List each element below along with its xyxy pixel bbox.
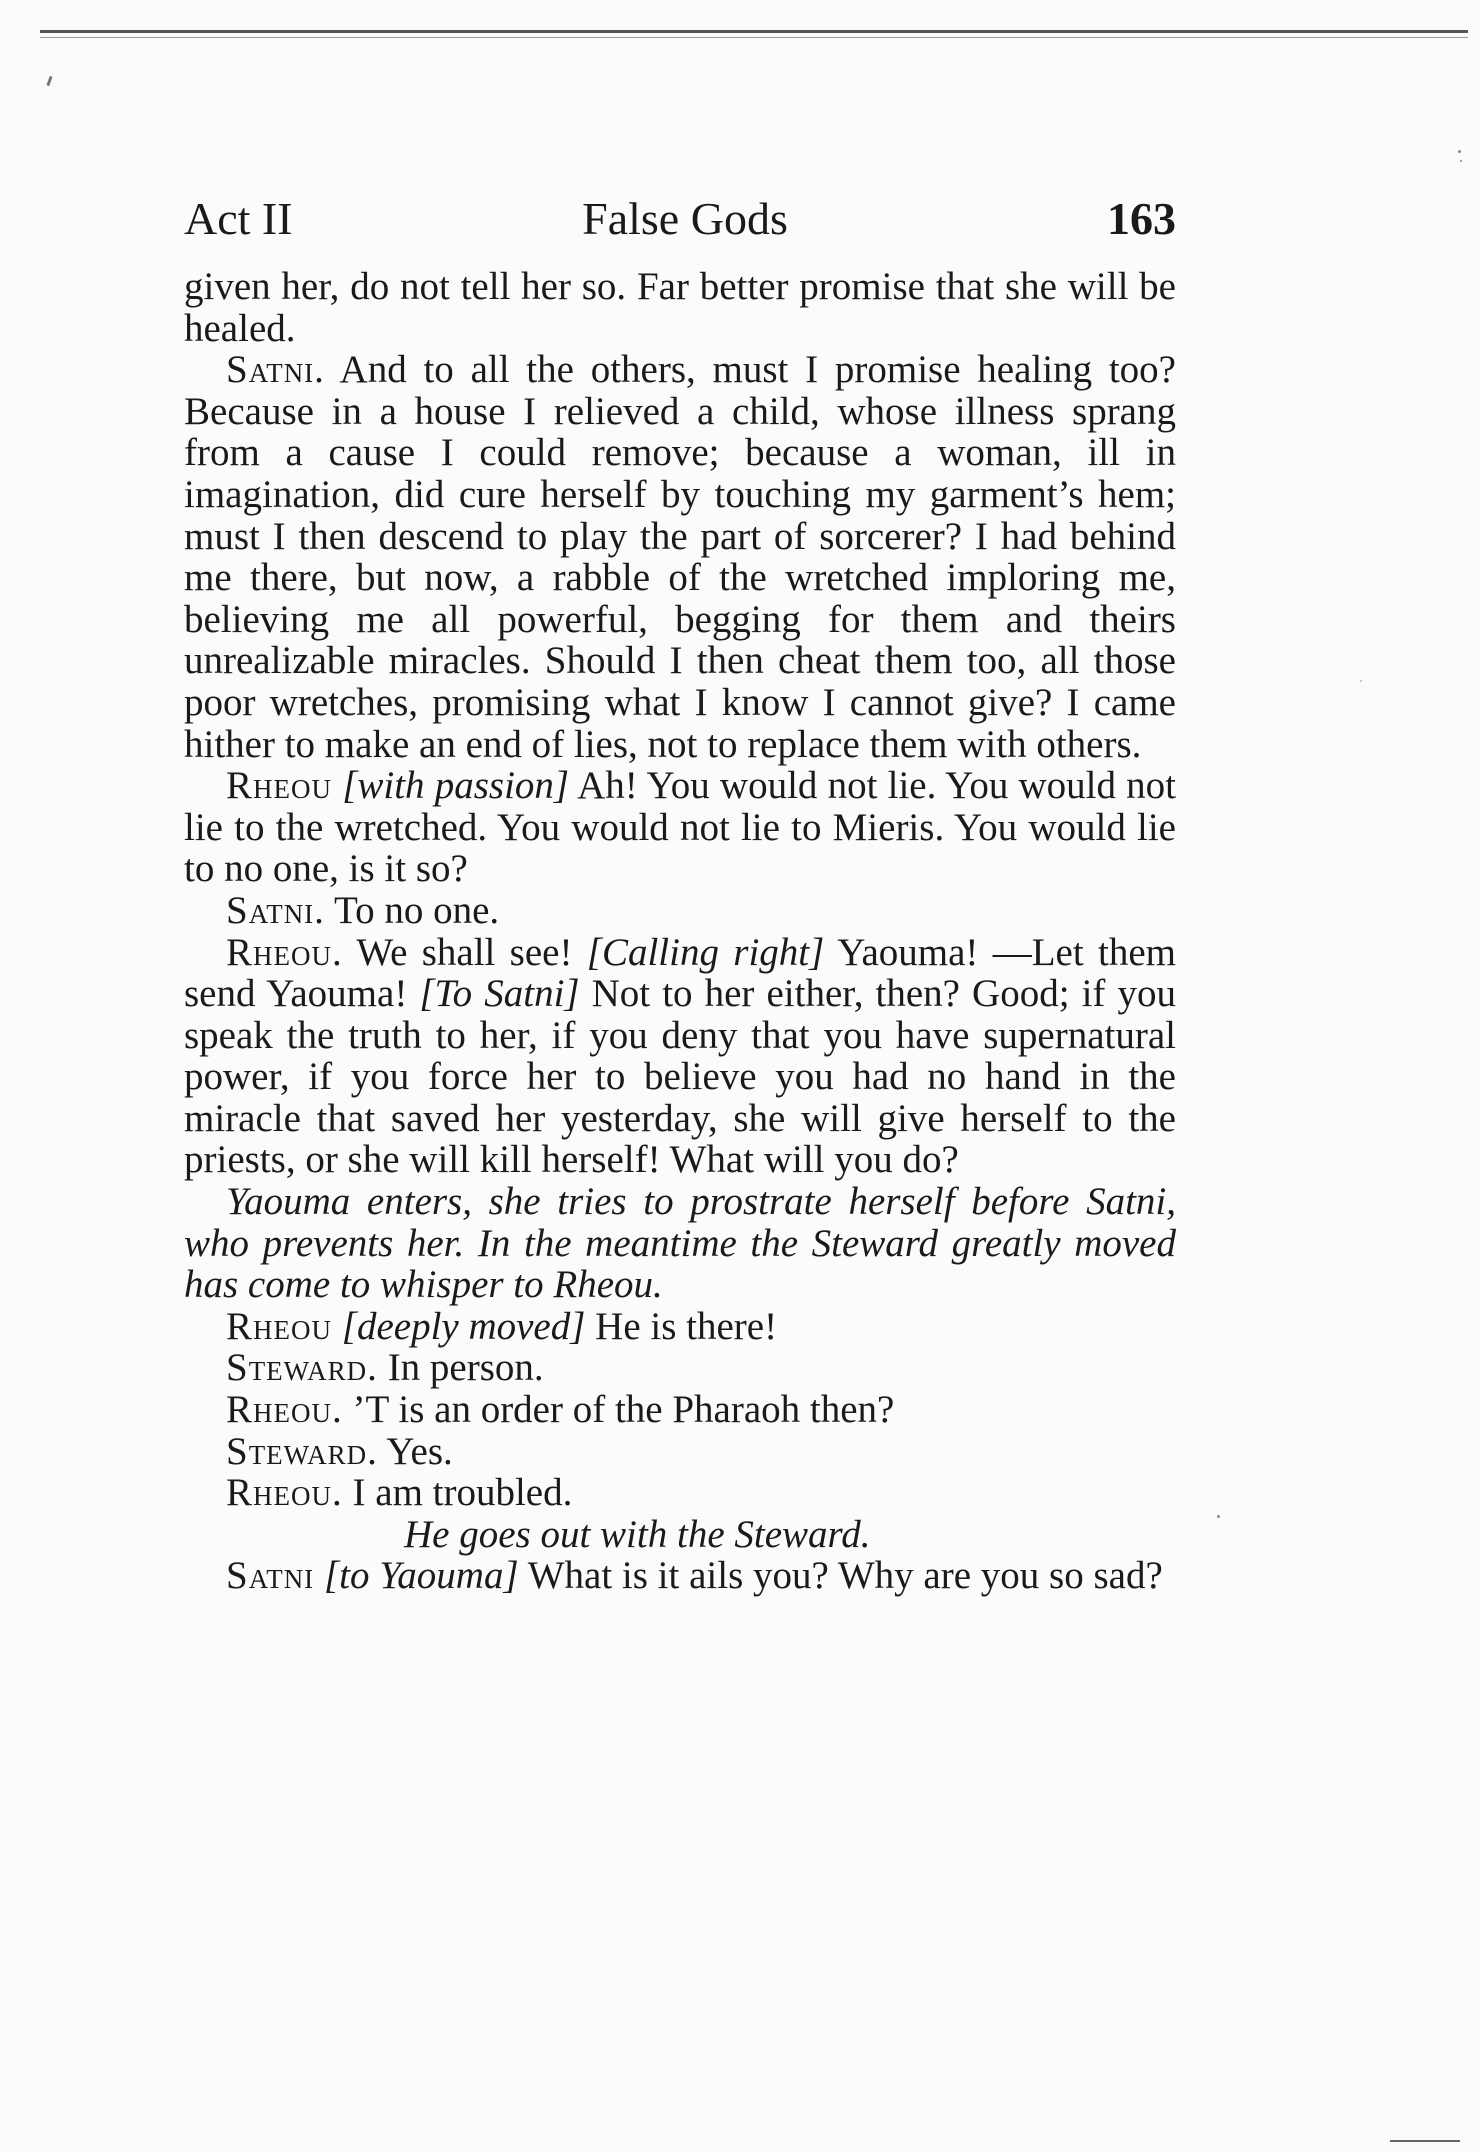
page-number: 163 bbox=[1107, 193, 1176, 244]
paragraph-rheou-1 bbox=[184, 765, 1176, 890]
speech-text: To no one. bbox=[333, 888, 500, 932]
paragraph-continuation bbox=[184, 266, 1176, 349]
speech-text: Not to her either, then? Good; if you speak the truth to her, if you deny that you have supernatural power, if you force her to believe you had no hand in the miracle that saved her yesterday, she will give herself to the priests, or she will kill herself! What will you do? bbox=[184, 972, 1176, 1182]
bottom-edge-mark bbox=[1390, 2140, 1460, 2142]
stage-direction-text: Yaouma enters, she tries to prostrate herself before Satni, who prevents her. In the meantime the Steward greatly moved has come to whisper to Rheou. bbox=[184, 1180, 1176, 1307]
stage-direction: [To Satni] bbox=[419, 972, 580, 1016]
act-label: Act II bbox=[184, 193, 293, 244]
paragraph-satni-3 bbox=[184, 1555, 1176, 1597]
paragraph-rheou-3 bbox=[184, 1306, 1176, 1348]
paragraph-satni-2 bbox=[184, 890, 1176, 932]
top-edge-rule-thin bbox=[40, 37, 1468, 38]
speech-text: ’T is an order of the Pharaoh then? bbox=[352, 1388, 895, 1432]
speech-text: Yes. bbox=[386, 1429, 453, 1473]
speech-text: And to all the others, must I promise healing too? Because in a house I relieved a child, whose illness sprang from a cause I could remove; because a woman, ill in imagination, did cure herself by touching my garment’s hem; must I then descend to play the part of sorcerer? I had behind me there, but now, a rabble of the wretched imploring me, believing me all powerful, begging for them and theirs unrealizable miracles. Should I then cheat them too, all those poor wretches, promising what I know I cannot give? I came hither to make an end of lies, not to replace them with others. bbox=[184, 348, 1176, 766]
body-text bbox=[184, 266, 1176, 1597]
paragraph-rheou-2 bbox=[184, 932, 1176, 1182]
paper-speck bbox=[46, 76, 52, 86]
paragraph-text: given her, do not tell her so. Far better promise that she will be healed. bbox=[184, 265, 1176, 350]
speaker-name: Satni bbox=[226, 1554, 315, 1598]
paper-speck bbox=[1458, 150, 1461, 153]
running-head bbox=[184, 190, 1176, 248]
speaker-name: Rheou. bbox=[226, 930, 343, 974]
paper-speck bbox=[1460, 160, 1462, 162]
speech-text: Ah! You would not lie. You would not lie to the wretched. You would not lie to Mieris. You would lie to no one, is it so? bbox=[184, 764, 1176, 891]
stage-direction: [to Yaouma] bbox=[323, 1554, 519, 1598]
stage-direction: [deeply moved] bbox=[341, 1304, 586, 1348]
speaker-name: Satni. bbox=[226, 888, 325, 932]
speaker-name: Rheou. bbox=[226, 1471, 343, 1515]
play-title: False Gods bbox=[582, 193, 788, 244]
speech-text: He is there! bbox=[595, 1304, 778, 1348]
stage-direction: [Calling right] bbox=[586, 930, 825, 974]
exit-direction-text: He goes out with the Steward. bbox=[404, 1512, 871, 1556]
stage-direction-paragraph bbox=[184, 1181, 1176, 1306]
paragraph-steward-1 bbox=[184, 1347, 1176, 1389]
paper-speck bbox=[1217, 1515, 1220, 1518]
top-edge-rule bbox=[40, 30, 1468, 33]
speaker-name: Rheou. bbox=[226, 1388, 343, 1432]
paragraph-steward-2 bbox=[184, 1431, 1176, 1473]
speech-text: In person. bbox=[387, 1346, 544, 1390]
paragraph-rheou-4 bbox=[184, 1389, 1176, 1431]
book-page bbox=[184, 190, 1176, 1597]
speaker-name: Steward. bbox=[226, 1429, 378, 1473]
speaker-name: Steward. bbox=[226, 1346, 378, 1390]
speech-text: I am troubled. bbox=[352, 1471, 573, 1515]
speech-text: What is it ails you? Why are you so sad? bbox=[527, 1554, 1163, 1598]
speech-text: Yaouma! —Let them send Yaouma! bbox=[184, 930, 1176, 1016]
speaker-name: Satni. bbox=[226, 348, 325, 392]
paragraph-satni-1 bbox=[184, 349, 1176, 765]
paper-speck bbox=[1360, 680, 1362, 682]
exit-direction bbox=[184, 1514, 1176, 1556]
speaker-name: Rheou bbox=[226, 764, 333, 808]
speaker-name: Rheou bbox=[226, 1304, 333, 1348]
speech-text: We shall see! bbox=[356, 930, 587, 974]
stage-direction: [with passion] bbox=[342, 764, 570, 808]
paragraph-rheou-5 bbox=[184, 1472, 1176, 1514]
